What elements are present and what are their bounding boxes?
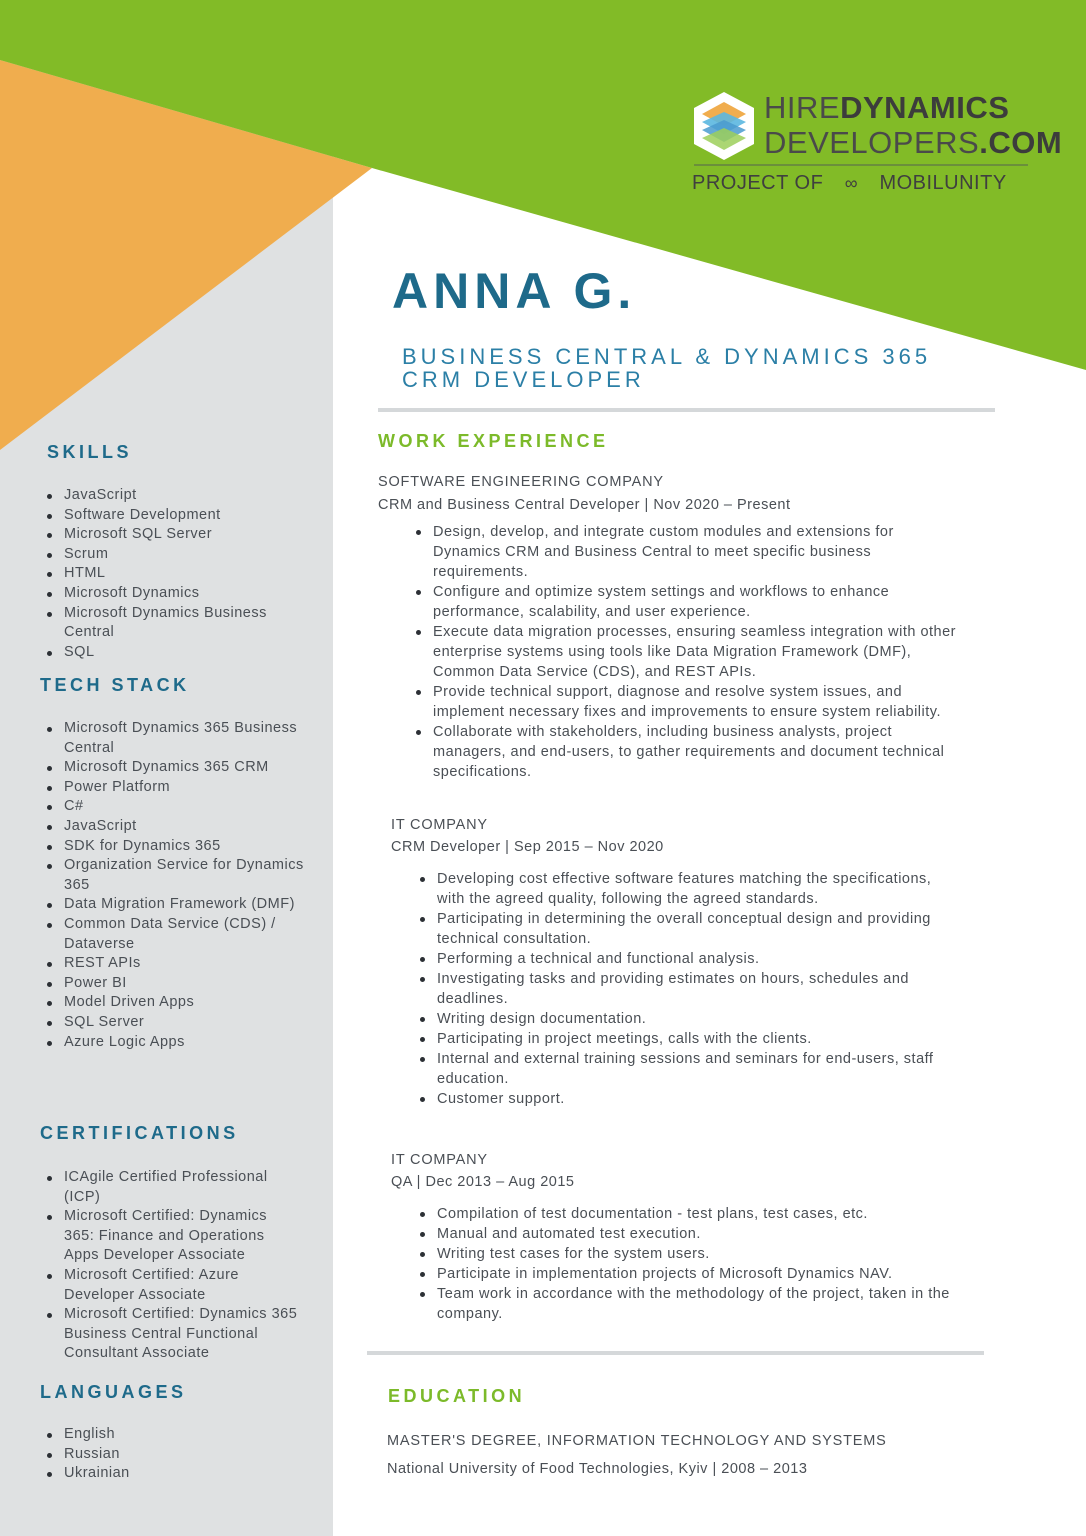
education-school: National University of Food Technologies, Kyiv | 2008 – 2013 bbox=[387, 1461, 808, 1477]
list-item: Writing test cases for the system users. bbox=[417, 1244, 962, 1264]
list-item: Organization Service for Dynamics 365 bbox=[44, 856, 329, 895]
education-degree: MASTER'S DEGREE, INFORMATION TECHNOLOGY AND SYSTEMS bbox=[387, 1433, 887, 1449]
header-divider bbox=[378, 408, 995, 412]
logo-divider bbox=[694, 164, 1028, 166]
list-item: SDK for Dynamics 365 bbox=[44, 837, 329, 857]
mobilunity-mark-icon: ∞ bbox=[844, 173, 859, 193]
list-item: English bbox=[44, 1425, 329, 1445]
list-item: Configure and optimize system settings and workflows to enhance performance, scalability, and user experience. bbox=[413, 582, 958, 622]
list-item: Customer support. bbox=[417, 1089, 962, 1109]
logo-tagline: PROJECT OF ∞ MOBILUNITY bbox=[692, 172, 1007, 194]
job-2-duties bbox=[417, 869, 962, 1109]
languages-list bbox=[44, 1425, 329, 1484]
list-item: Investigating tasks and providing estimates on hours, schedules and deadlines. bbox=[417, 969, 962, 1009]
job-3-company: IT COMPANY bbox=[391, 1152, 488, 1168]
certifications-heading: CERTIFICATIONS bbox=[40, 1123, 239, 1143]
list-item: Performing a technical and functional analysis. bbox=[417, 949, 962, 969]
list-item: HTML bbox=[44, 564, 329, 584]
list-item: Data Migration Framework (DMF) bbox=[44, 895, 329, 915]
list-item: JavaScript bbox=[44, 486, 329, 506]
list-item: Microsoft Certified: Azure Developer Associate bbox=[44, 1266, 329, 1305]
job-3-duties bbox=[417, 1204, 962, 1324]
tech-stack-list bbox=[44, 719, 329, 1052]
logo-line-1: HIREDYNAMICS bbox=[764, 90, 1010, 125]
list-item: Participating in determining the overall conceptual design and providing technical consultation. bbox=[417, 909, 962, 949]
list-item: SQL bbox=[44, 643, 329, 663]
list-item: Scrum bbox=[44, 545, 329, 565]
list-item: Microsoft Dynamics Business Central bbox=[44, 604, 329, 643]
candidate-title: BUSINESS CENTRAL & DYNAMICS 365 CRM DEVELOPER bbox=[402, 344, 932, 392]
certifications-list bbox=[44, 1168, 329, 1364]
list-item: Model Driven Apps bbox=[44, 993, 329, 1013]
job-2-role: CRM Developer | Sep 2015 – Nov 2020 bbox=[391, 839, 664, 855]
list-item: Ukrainian bbox=[44, 1464, 329, 1484]
list-item: Russian bbox=[44, 1445, 329, 1465]
list-item: Common Data Service (CDS) / Dataverse bbox=[44, 915, 329, 954]
education-heading: EDUCATION bbox=[388, 1386, 526, 1406]
job-1-duties bbox=[413, 522, 958, 782]
list-item: JavaScript bbox=[44, 817, 329, 837]
list-item: Software Development bbox=[44, 506, 329, 526]
job-1-role: CRM and Business Central Developer | Nov 2020 – Present bbox=[378, 497, 791, 513]
job-2-company: IT COMPANY bbox=[391, 817, 488, 833]
list-item: C# bbox=[44, 797, 329, 817]
list-item: SQL Server bbox=[44, 1013, 329, 1033]
candidate-name: ANNA G. bbox=[392, 263, 637, 319]
job-3-role: QA | Dec 2013 – Aug 2015 bbox=[391, 1174, 575, 1190]
list-item: Microsoft Certified: Dynamics 365: Finance and Operations Apps Developer Associate bbox=[44, 1207, 329, 1266]
skills-list bbox=[44, 486, 329, 662]
list-item: Power Platform bbox=[44, 778, 329, 798]
logo-line-2: DEVELOPERS.COM bbox=[764, 125, 1063, 160]
list-item: Team work in accordance with the methodology of the project, taken in the company. bbox=[417, 1284, 962, 1324]
company-logo bbox=[690, 88, 1063, 198]
list-item: Writing design documentation. bbox=[417, 1009, 962, 1029]
list-item: Microsoft SQL Server bbox=[44, 525, 329, 545]
list-item: Manual and automated test execution. bbox=[417, 1224, 962, 1244]
list-item: REST APIs bbox=[44, 954, 329, 974]
list-item: Microsoft Dynamics bbox=[44, 584, 329, 604]
education-divider bbox=[367, 1351, 984, 1355]
list-item: Azure Logic Apps bbox=[44, 1033, 329, 1053]
list-item: Internal and external training sessions and seminars for end-users, staff education. bbox=[417, 1049, 962, 1089]
list-item: Participate in implementation projects of Microsoft Dynamics NAV. bbox=[417, 1264, 962, 1284]
skills-heading: SKILLS bbox=[47, 442, 133, 462]
list-item: Microsoft Dynamics 365 Business Central bbox=[44, 719, 329, 758]
list-item: Design, develop, and integrate custom modules and extensions for Dynamics CRM and Business Central to meet specific business requirements. bbox=[413, 522, 958, 582]
list-item: Microsoft Certified: Dynamics 365 Business Central Functional Consultant Associate bbox=[44, 1305, 329, 1364]
job-1-company: SOFTWARE ENGINEERING COMPANY bbox=[378, 474, 664, 490]
list-item: Microsoft Dynamics 365 CRM bbox=[44, 758, 329, 778]
tech-stack-heading: TECH STACK bbox=[40, 675, 190, 695]
list-item: Developing cost effective software features matching the specifications, with the agreed quality, following the agreed standards. bbox=[417, 869, 962, 909]
list-item: Power BI bbox=[44, 974, 329, 994]
list-item: Provide technical support, diagnose and resolve system issues, and implement necessary fixes and improvements to ensure system reliability. bbox=[413, 682, 958, 722]
list-item: Participating in project meetings, calls with the clients. bbox=[417, 1029, 962, 1049]
hexagon-logo-icon bbox=[690, 90, 758, 162]
work-experience-heading: WORK EXPERIENCE bbox=[378, 431, 609, 451]
list-item: ICAgile Certified Professional (ICP) bbox=[44, 1168, 329, 1207]
list-item: Compilation of test documentation - test plans, test cases, etc. bbox=[417, 1204, 962, 1224]
languages-heading: LANGUAGES bbox=[40, 1382, 187, 1402]
list-item: Execute data migration processes, ensuring seamless integration with other enterprise systems using tools like Data Migration Framework (DMF), Common Data Service (CDS), and REST APIs. bbox=[413, 622, 958, 682]
list-item: Collaborate with stakeholders, including business analysts, project managers, and end-users, to gather requirements and document technical specifications. bbox=[413, 722, 958, 782]
